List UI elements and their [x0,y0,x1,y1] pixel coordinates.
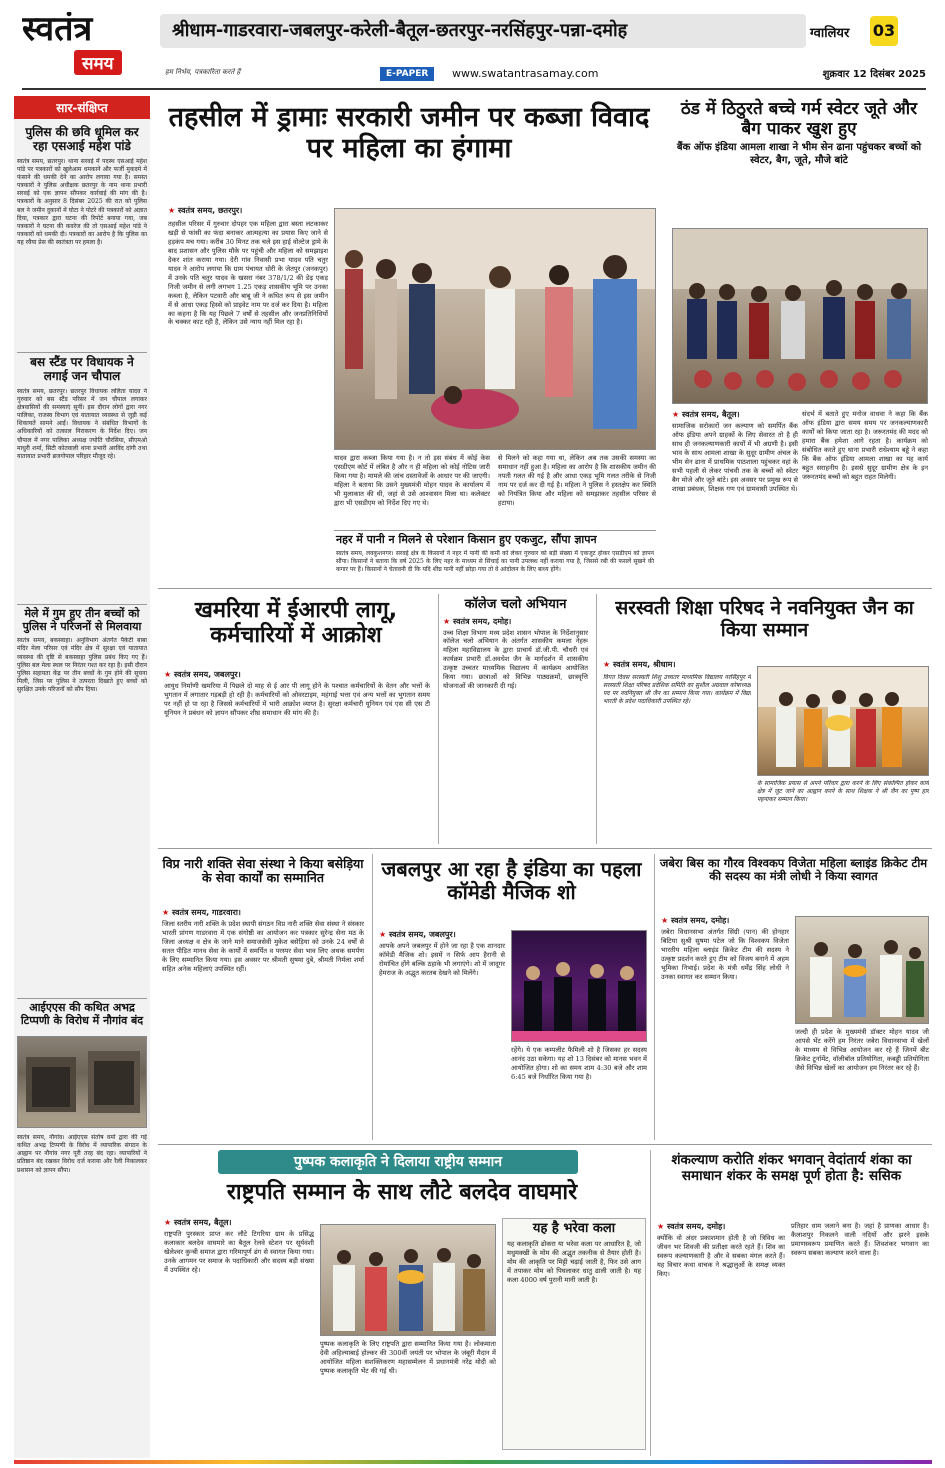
epaper-strip [380,64,610,84]
logo [22,12,152,84]
sidebar-headline: आईएएस की कथित अभद्र टिप्पणी के विरोध में नौगांव बंद [20,1001,144,1027]
comedy-photo [511,930,647,1042]
page-number: 03 [870,16,898,46]
college-byline: ★ स्वतंत्र समय, दमोह। [443,616,512,626]
kharmaria-text: आयुध निर्माणी खमरिया में पिछले दो माह से ई आर पी लागू होने के पश्चात कर्मचारियों के वेतन और भत्तों के भुगतान में लगातार गड़बड़ी हो रही है। कर्मचारियों को ओवरटाइम, महंगाई भत्ता एवं अन्य भत्तों का भुगतान समय पर नहीं हो पा रहा है जिससे कर्मचारियों में भारी आक्रोश व्याप्त है। सुरक्षा कर्मचारी यूनियन एवं एस सी एस टी यूनियन ने प्रबंधन को ज्ञापन सौंपकर शीघ्र समाधान की मांग की है। [164,682,430,717]
byline-text: स्वतंत्र समय, जबलपुर। [388,930,456,939]
byline-text: स्वतंत्र समय, श्रीधाम। [612,660,676,669]
logo-top: स्वतंत्र [22,12,93,49]
sidebar-story-3 [17,608,147,998]
sidebar-headline: बस स्टैंड पर विधायक ने लगाई जन चौपाल [30,355,134,383]
cities: श्रीधाम-गाडरवारा-जबलपुर-करेली-बैतूल-छतरपुर-नरसिंहपुर-पन्ना-दमोह [172,20,628,41]
website-link[interactable]: www.swatantrasamay.com [452,67,599,80]
saraswati-byline: ★ स्वतंत्र समय, श्रीधाम। [603,660,676,669]
shop-photo [17,1036,147,1128]
sidebar-story-1 [17,126,147,348]
shankar-headline: शंकल्याण करोति शंकर भगवान् वेदांतार्य शंका का समाधान शंकर के समक्ष पूर्ण होता है: ससिक [671,1152,912,1184]
canal-story [334,530,656,584]
byline-text: स्वतंत्र समय, जबलपुर। [173,670,241,679]
pushpak-text-mid: पुष्पक कलाकृति के लिए राष्ट्रपति द्वारा सम्मानित किया गया है। लोकमाता देवी अहिल्याबाई होल्कर की 300वीं जयंती पर भोपाल के जंबूरी मैदान में आयोजित महिला सशक्तिकरण महासम्मेलन में प्रधानमंत्री नरेंद्र मोदी को पुष्पक कलाकृति भेंट की गई थी। [320,1340,496,1375]
canal-headline: नहर में पानी न मिलने से परेशान किसान हुए एकजुट, सौंपा ज्ञापन [336,533,597,546]
cricket-caption: जल्दी ही प्रदेश के मुख्यमंत्री डॉक्टर मोहन यादव जी आपसे भेंट करेंगे हम निरंतर जबेरा विधानसभा में खेलों के माध्यम से विभिन्न आयोजन कर रहे हैं जिनमें बीट क्रिकेट टूर्नामेंट, वॉलीबॉल प्रतियोगिता, कबड्डी प्रतियोगिता जैसे विभिन्न खेलों का आयोजन हम निरंतर कर रहे हैं। [795,1028,929,1072]
shankar-text: क्योंकि वो अंदर प्रकाशमान होती है जो त्रिविध का जीवन भर शिवजी की प्रतीक्षा करते रहते हैं। शिव का स्वरूप कल्याणकारी है और वे सबका मंगल करते हैं। यह विचार कथा वाचक ने श्रद्धालुओं के समक्ष व्यक्त किए। [657,1234,785,1278]
winter-text: सामाजिक सरोकारों जन कल्याण को समर्पित बैंक ऑफ इंडिया अपने ग्राहकों के लिए सेवारत तो है ही साथ ही जनकल्याणकारी कार्यों में भी अग्रणी है। इसी भाव के साथ आमला शाखा के सुदूर ग्रामीण अंचल के भीम सेन ढाना में प्राथमिक पाठशाला पहुंचकर वहां के सभी पहली से लेकर पांचवी तक के बच्चों को स्वेटर बैग मोजे और जूते बांटे। इस अवसर पर प्रमुख रूप से शाखा प्रबंधक, शिक्षक गण एवं ग्रामवासी उपस्थित थे। [672,422,798,493]
byline-text: स्वतंत्र समय, दमोह। [666,1222,726,1231]
issue-date: शुक्रवार 12 दिसंबर 2025 [822,69,926,80]
sidebar-story-2 [17,356,147,600]
lead-text-mid: यादव द्वारा कब्जा किया गया है। न तो इस संबंध में कोई केस एसडीएम कोर्ट में लंबित है और न ही महिला को कोई नोटिस जारी किया गया है। मामले की जांच दस्तावेजों के आधार पर की जाएगी। महिला ने बताया कि उसने मुख्यमंत्री मोहन यादव के कार्यालय में भी मुलाकात की थी, जहां से उसे आश्वासन मिला था। कलेक्टर द्वारा भी एसडीएम को निर्देश दिए गए थे। [334,454,490,507]
winter-byline: ★ स्वतंत्र समय, बैतूल। [672,410,740,419]
vipra-headline: विप्र नारी शक्ति सेवा संस्था ने किया बसेड़िया के सेवा कार्यों का सम्मानित [162,856,364,886]
saraswati-photo [757,666,929,776]
logo-bottom: समय [74,50,122,75]
byline-text: स्वतंत्र समय, बैतूल। [173,1218,232,1227]
pushpak-photo [320,1224,496,1336]
byline-text: स्वतंत्र समय, दमोह। [452,616,512,626]
sidebar-text: स्वतंत्र समय, छतरपुर। थाना सरवई में पदस्थ एसआई महेश पांडे पर पत्रकारों को खुलेआम धमकाने और फर्जी मुकदमे में फंसाने की धमकी देने का आरोप लगाया गया है। समस्त पत्रकारों ने पुलिस अधीक्षक छतरपुर के नाम थाना प्रभारी सरवई को एक ज्ञापन सौंपकर कार्रवाई की मांग की है। पत्रकारों के अनुसार 8 दिसंबर 2025 की रात को पुलिस बल ने जमीन दुकानों में घोटा ने पोटरे की पत्रकारों को अज्ञात दिया, पत्रकार द्वारा घटना की रिपोर्ट बनाया गया, जब पत्रकारों ने घटना की कवरेज की तो एसआई महेश पांडे ने पत्रकारों को धमकी दी। पत्रकारों का आरोप है कि पुलिस का यह रवैया प्रेस की स्वतंत्रता पर हमला है। [17,157,147,247]
kharmaria-story [158,594,434,844]
masthead [0,0,945,92]
lead-photo [334,208,656,450]
shankar-story [650,1150,932,1456]
winter-photo [672,228,928,404]
lead-text-right: से मिलने को कहा गया था, लेकिन अब तक उसकी समस्या का समाधान नहीं हुआ है। महिला का आरोप है कि शासकीय जमीन की नपती गलत की गई है और आधा एकड़ भूमि गलत तरीके से निजी नाम पर दर्ज कर दी गई है। महिला ने पुलिस ने हस्तक्षेप कर स्थिति को नियंत्रित किया और महिला को समझाकर तहसील परिसर से हटाया। [498,454,656,507]
comedy-text: आपके अपने जबलपुर में होने जा रहा है एक शानदार कॉमेडी मैजिक शो। इसमें न सिर्फ आप हैरानी से रोमांचित होंगे बल्कि ठहाके भी लगाएंगे। शो में जादूगर हेमराज के अद्भुत करतब देखने को मिलेंगे। [379,942,505,977]
winter-headline: ठंड में ठिठुरते बच्चे गर्म स्वेटर जूते और बैग पाकर खुश हुए [680,99,918,139]
byline-text: स्वतंत्र समय, छतरपुर। [177,206,243,215]
tagline: हम निर्भय, पत्रकारिता करते हैं [165,68,241,76]
kharmaria-byline: ★ स्वतंत्र समय, जबलपुर। [164,670,241,679]
byline-text: स्वतंत्र समय, बैतूल। [681,410,740,419]
pushpak-headline: राष्ट्रपति सम्मान के साथ लौटे बलदेव वाघमारे [226,1180,578,1205]
kharmaria-headline: खमरिया में ईआरपी लागू, कर्मचारियों में आक्रोश [194,598,398,649]
saraswati-story [596,594,932,844]
shankar-byline: ★ स्वतंत्र समय, दमोह। [657,1222,726,1231]
vipra-story [158,854,368,1140]
winter-story [666,96,932,584]
college-text: उच्च शिक्षा विभाग मध्य प्रदेश शासन भोपाल के निर्देशानुसार कॉलेज चलो अभियान के अंतर्गत शासकीय कमला नेहरू महिला महाविद्यालय के द्वारा प्राचार्य डॉ.जी.पी. चौधरी एवं कार्यक्रम प्रभारी डॉ.अवधेश जैन के मार्गदर्शन में शासकीय उत्कृष्ट उच्चतर माध्यमिक विद्यालय में कार्यक्रम आयोजित किया गया। छात्राओं को विभिन्न पाठ्यक्रमों, छात्रवृत्ति योजनाओं की जानकारी दी गई। [443,628,588,691]
sidebar-title: सार-संक्षिप्त [14,96,150,119]
sidebar [14,96,150,1458]
byline-text: स्वतंत्र समय, दमोह। [670,916,730,925]
bhareva-headline: यह है भरेवा कला [532,1221,616,1236]
winter-subhead: बैंक ऑफ इंडिया आमला शाखा ने भीम सेन ढाना पहुंचकर बच्चों को स्वेटर, बैग, जूते, मौजे बांटे [676,142,922,166]
bottom-bar [14,1460,932,1464]
byline-text: स्वतंत्र समय, गाडरवारा। [171,908,241,917]
canal-text: स्वतंत्र समय, लवकुशनगर। सरवई क्षेत्र के किसानों ने नहर में पानी की कमी को लेकर गुरुवार को बड़ी संख्या में एकजुट होकर एसडीएम को ज्ञापन सौंपा। किसानों ने बताया कि वर्ष 2025 के लिए नहर के माध्यम से सिंचाई का पानी उपलब्ध नहीं कराया गया है, जिससे रबी की फसलें सूखने की कगार पर हैं। किसानों ने चेतावनी दी कि यदि शीघ्र पानी नहीं छोड़ा गया तो वे आंदोलन के लिए बाध्य होंगे। [336,549,654,573]
bhareva-text: यह कलाकृति ढोकरा या भरेवा कला पर आधारित है, जो मधुमक्खी के मोम की अद्भुत तकनीक से तैयार होती है। मोम की आकृति पर मिट्टी चढ़ाई जाती है, फिर उसे आग में तपाकर मोम को पिघलाकर धातु ढाली जाती है। यह कला 4000 वर्ष पुरानी मानी जाती है। [507,1239,641,1284]
sidebar-text: स्वतंत्र समय, नौगांव। आईएएस संतोष वर्मा द्वारा की गई कथित अभद्र टिप्पणी के विरोध में व्यापारिक संगठन के आह्वान पर नौगांव नगर पूरी तरह बंद रहा। व्यापारियों ने प्रतिष्ठान बंद रखकर विरोध दर्ज कराया और रैली निकालकर प्रशासन को ज्ञापन सौंपा। [17,1134,147,1174]
pushpak-byline: ★ स्वतंत्र समय, बैतूल। [164,1218,232,1227]
edition-name: ग्वालियर [810,26,850,41]
sidebar-headline: मेले में गुम हुए तीन बच्चों को पुलिस ने परिजनों से मिलवाया [22,607,142,633]
winter-text-right: संदर्भ में बताते हुए मनोज वाधवा ने कहा कि बैंक ऑफ इंडिया द्वारा समय समय पर जनकल्याणकारी कार्यों को किया जाता रहा है। जरूरतमंद की मदद को हमारा बैंक हमेशा आगे रहता है। कार्यक्रम को संबोधित करते हुए थाना प्रभारी राधेश्याम बड्डे ने कहा कि बैंक ऑफ इंडिया आमला शाखा का यह कार्य बहुत सराहनीय है। इससे सुदूर ग्रामीण क्षेत्र के इन जरूरतमंद बच्चों को बहुत राहत मिलेगी। [802,410,928,481]
sidebar-headline: पुलिस की छवि धूमिल कर रहा एसआई महेश पांडे [25,125,139,153]
epaper-label: E-PAPER [380,67,434,81]
cricket-photo [795,916,929,1024]
sidebar-story-4 [17,1002,147,1452]
cricket-byline: ★ स्वतंत्र समय, दमोह। [661,916,730,925]
bhareva-box [502,1218,646,1450]
lead-text-left: तहसील परिसर में गुरुवार दोपहर एक महिला द्वारा बस्ता लटकाकर खड़ी से फांसी का फंदा बनाकर आत्महत्या का प्रयास किए जाने से हड़कंप मच गया। करीब 30 मिनट तक चले इस हाई वोल्टेज ड्रामे के बाद प्रशासन और पुलिस मौके पर पहुंची और महिला को समझाइश देकर शांत कराया गया। देरी गांव निवासी प्रभा यादव पति चतुर यादव ने आरोप लगाया कि ग्राम पंचायत धोरी के जेतपुर (जनकपुर) में उनके पति चतुर यादव के खसरा नंबर 378/1/2 की डेढ़ एकड़ निजी जमीन से लगी लगभग 1.25 एकड़ शासकीय भूमि पर उनका कब्जा है, लेकिन पटवारी और बाबू जी ने कथित रूप से इस जमीन में से आधा एकड़ हिस्से को प्राइवेट नाम पर दर्ज कर दिया है। महिला का कहना है कि यह पिछले 7 वर्षों से तहसील और जनप्रतिनिधियों के चक्कर काट रही है, लेकिन उसे न्याय नहीं मिल रहा है। [168,220,328,327]
edition-box [808,16,926,46]
college-story [438,594,592,844]
pushpak-banner: पुष्पक कलाकृति ने दिलाया राष्ट्रीय सम्मान [218,1150,578,1174]
comedy-text-right: रहेंगे। ये एक कम्पलीट फैमिली शो है जिसका हर सदस्य आनंद उठा सकेगा। यह शो 13 दिसंबर को मानस भवन में आयोजित होगा। शो का समय शाम 4:30 बजे और शाम 6:45 बजे निर्धारित किया गया है। [511,1046,647,1081]
cricket-text: जबेरा विधानसभा अंतर्गत सिंग्री (पान) की होनहार बिटिया सुश्री सुषमा पटेल जो कि विश्वकप विजेता भारतीय महिला ब्लाइंड क्रिकेट टीम की सदस्य ने उत्कृष्ट प्रदर्शन करते हुए टीम को विजय बनाने में अहम भूमिका निभाई। प्रदेश के मंत्री धर्मेंद्र सिंह लोधी ने उनका स्वागत कर सम्मान किया। [661,928,789,981]
city-strip [160,14,806,48]
vipra-byline: ★ स्वतंत्र समय, गाडरवारा। [162,908,241,917]
college-headline: कॉलेज चलो अभियान [464,597,567,612]
lead-headline: तहसील में ड्रामाः सरकारी जमीन पर कब्जा विवाद पर महिला का हंगामा [168,102,650,165]
comedy-story [372,854,650,1140]
vipra-text: जिला स्तरीय नारी शक्ति के प्रदेश स्थापी संगठन विप्र नारी शक्ति सेवा संस्था ने संस्कार भारती प्रांगण गाडरवारा में एक संगोष्ठी का आयोजन कर पत्रकार सुरेन्द्र सेना मठ के जिला अध्यक्ष व क्षेत्र के जाने माने समाजसेवी मुकेश बसेड़िया को उनके 24 वर्षों से सतत पीड़ित मानव सेवा के कार्यों में समर्पित व परस्पर सेवा भाव लिए अथक समर्पण के लिए सम्मानित किया गया। इस अवसर पर श्रीमती सुषमा दुबे, श्रीमती निर्मला शर्मा सहित अनेक महिलाएं उपस्थित रहीं। [162,920,364,973]
sidebar-text: स्वतंत्र समय, छतरपुर। छतरपुर विधायक ललिता यादव ने गुरुवार को बस स्टैंड परिसर में जन चौपाल लगाकर क्षेत्रवासियों की समस्याएं सुनीं। इस दौरान लोगों द्वारा नगर पालिका, राजस्व विभाग एवं यातायात व्यवस्था से जुड़ी कई शिकायतें सामने आईं। विधायक ने संबंधित विभागों के अधिकारियों को तत्काल निराकरण के निर्देश दिए। जन चौपाल में नगर पालिका अध्यक्ष ज्योति चौरसिया, सीएमओ माधुरी शर्मा, सिटी कोतवाली थाना प्रभारी अरविंद दांगी तथा यातायात प्रभारी ब्रजगोपाल परिहार मौजूद रहे। [17,387,147,460]
lead-byline: ★ स्वतंत्र समय, छतरपुर। [168,206,243,215]
cricket-headline: जबेरा बिस का गौरव विश्वकप विजेता महिला ब्लाइंड क्रिकेट टीम की सदस्य का मंत्री लोधी ने किया स्वागत [659,856,928,884]
sidebar-text: स्वतंत्र समय, बकस्वाहा। अनुविभाग अंतर्गत पैकेटी बाबा मंदिर मेला परिसर एवं मंदिर क्षेत्र में सुरक्षा एवं यातायात व्यवस्था की दृष्टि से बकस्वाहा पुलिस प्रबंध किए गए हैं। पुलिस बल मेला स्थल पर निरंतर गश्त कर रहा है। इसी दौरान पुलिस सहायता केंद्र पर तीन बच्चों के गुम होने की सूचना मिली, जिस पर पुलिस ने तत्परता दिखाते हुए बच्चों को सुरक्षित उनके परिजनों को सौंप दिया। [17,637,147,694]
pushpak-section [158,1150,646,1456]
lead-story [158,96,660,584]
shankar-text-right: प्रतिहार धाम जलाने बना है। जहां है प्राणका आधार है। कैलाशपुर निकलने वाली नदियों और झरने इसके प्रमाणस्वरूप प्रमाणित करते हैं। शिवशंकर भगवान का स्वरूप सबका कल्याण करने वाला है। [791,1222,929,1257]
cricket-story [654,854,932,1140]
comedy-headline: जबलपुर आ रहा है इंडिया का पहला कॉमेडी मैजिक शो [381,857,642,904]
pushpak-text: राष्ट्रपति पुरस्कार प्राप्त कर लौटे टिगरिया ग्राम के प्रसिद्ध कलाकार बलदेव वाघमारे का बैतूल रेलवे स्टेशन पर सूर्यवंशी खेलेश्वर कुन्बी समाज द्वारा गरिमापूर्ण ढंग से स्वागत किया गया। उनके आगमन पर समाज के पदाधिकारी और सदस्य बड़ी संख्या में उपस्थित रहे। [164,1230,314,1274]
comedy-byline: ★ स्वतंत्र समय, जबलपुर। [379,930,456,939]
saraswati-text: विगत दिवस सरस्वती शिशु उच्चतर माध्यमिक विद्यालय नरसिंहपुर में सरस्वती शिक्षा परिषद प्रदेशिक समिति का सुशील अग्रवाल कोषाध्यक्ष पद पर नवनियुक्त श्री जैन का सम्मान किया गया। कार्यक्रम में विद्या भारती के प्रदेश पदाधिकारी उपस्थित रहे। [603,674,751,706]
saraswati-caption: के सामाजिक प्रयास से अपने परिवार द्वारा करने के लिए संकल्पित होकर कार्य क्षेत्र में जुट जाने का आह्वान करने के साथ शिक्षक ने श्री जैन का पुष्प हार पहनाकर सम्मान किया। [757,780,929,804]
saraswati-headline: सरस्वती शिक्षा परिषद ने नवनियुक्त जैन का किया सम्मान [615,597,914,641]
